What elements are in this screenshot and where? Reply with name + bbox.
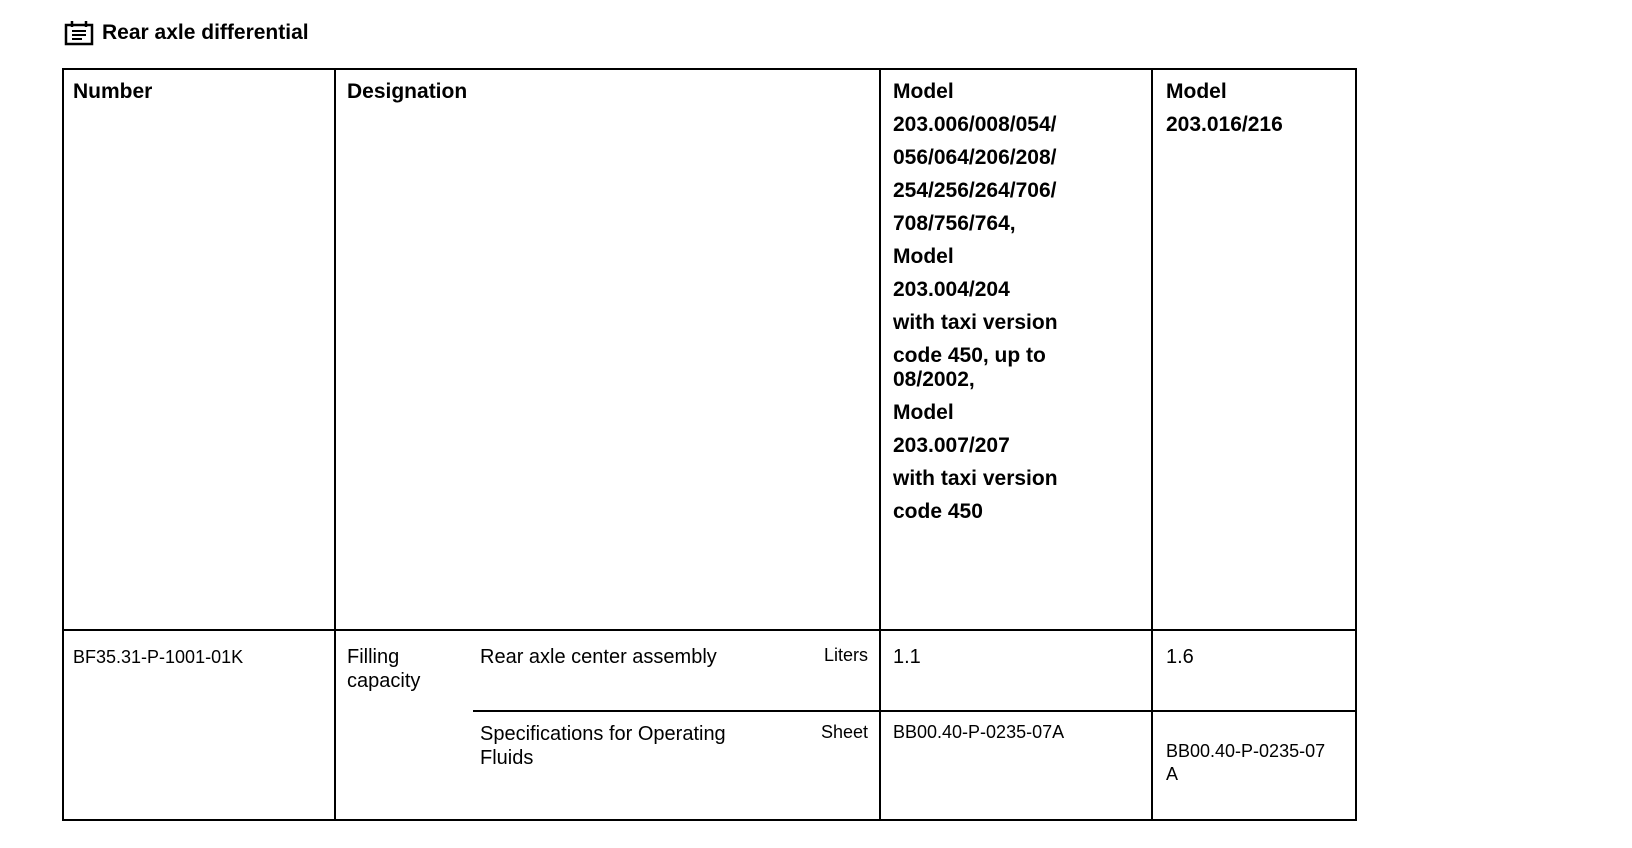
model-a-line: 056/064/206/208/ [893, 146, 1057, 169]
model-a-line: with taxi version [893, 467, 1058, 490]
model-a-line: 08/2002, [893, 368, 975, 391]
item-value-model-b [1166, 740, 1346, 786]
model-b-line: 203.016/216 [1166, 113, 1283, 136]
header-designation: Designation [347, 80, 468, 103]
model-a-line: 203.007/207 [893, 434, 1010, 457]
model-a-line: with taxi version [893, 311, 1058, 334]
column-divider [879, 70, 881, 819]
item-value-line: BB00.40-P-0235-07 [1166, 741, 1326, 761]
part-number: BF35.31-P-1001-01K [73, 647, 244, 667]
model-a-line: code 450, up to [893, 344, 1046, 367]
model-a-line: 708/756/764, [893, 212, 1016, 235]
item-unit: Sheet [820, 722, 868, 742]
header-number: Number [73, 80, 153, 103]
item-value-model-b: 1.6 [1166, 646, 1194, 668]
row-divider [64, 629, 1355, 631]
model-a-line: 254/256/264/706/ [893, 179, 1057, 202]
item-value-model-a: 1.1 [893, 646, 921, 668]
item-value-line: A [1166, 764, 1179, 784]
item-description: Specifications for Operating Fluids [480, 723, 726, 769]
group-label-line: Filling [347, 646, 400, 668]
model-a-line: 203.004/204 [893, 278, 1010, 301]
model-a-line: Model [893, 245, 954, 268]
model-a-line: code 450 [893, 500, 983, 523]
model-a-line: Model [893, 401, 954, 424]
document-title [64, 20, 309, 46]
group-label-line: capacity [347, 670, 421, 692]
group-label [347, 645, 467, 693]
column-divider [334, 70, 336, 819]
row-divider [473, 710, 1355, 712]
header-model-a [893, 80, 1143, 524]
model-a-line: Model [893, 80, 954, 103]
header-model-b [1166, 80, 1346, 137]
item-value-model-a: BB00.40-P-0235-07A [893, 722, 1065, 742]
item-unit: Liters [823, 645, 868, 665]
model-a-line: 203.006/008/054/ [893, 113, 1057, 136]
item-description: Rear axle center assembly [480, 646, 717, 668]
model-b-line: Model [1166, 80, 1227, 103]
specification-table [62, 68, 1357, 821]
manual-book-icon [64, 20, 94, 46]
page-title: Rear axle differential [102, 21, 309, 44]
column-divider [1151, 70, 1153, 819]
